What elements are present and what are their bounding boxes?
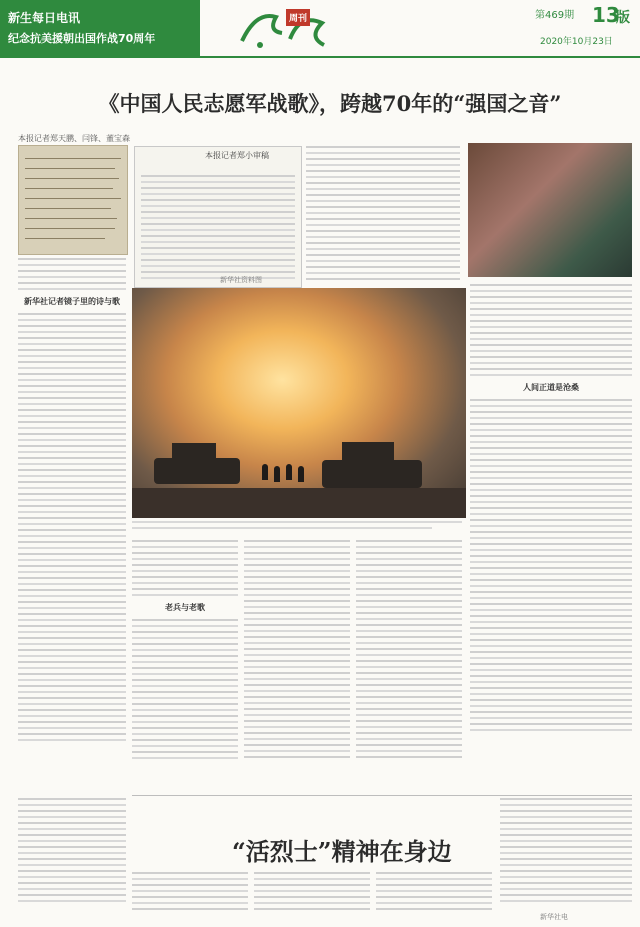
photo-singers [468, 143, 632, 277]
page-number: 13 [592, 3, 620, 27]
sidebar-box [134, 146, 302, 288]
photo-caption [132, 521, 466, 533]
issue-date: 2020年10月23日 [540, 37, 613, 47]
article-separator [132, 795, 632, 796]
article-headline: 《中国人民志愿军战歌》，跨越70年的“强国之音” [98, 91, 562, 116]
article-byline: 本报记者郑天鹏、闫锋、董宝森 [18, 134, 130, 143]
photo-artillery [132, 288, 466, 518]
sidebar-box-text [141, 175, 295, 283]
section-subhead: 新华社记者镜子里的诗与歌 [24, 297, 120, 306]
page-label: 版 [616, 10, 630, 26]
text-column-2 [306, 146, 460, 286]
text-column-bottom-3 [376, 872, 492, 918]
masthead [0, 0, 640, 58]
publication-logo [238, 3, 330, 53]
section-subhead-right: 人间正道是沧桑 [523, 383, 579, 392]
masthead-subtitle: 纪念抗美援朝出国作战70周年 [8, 32, 156, 45]
sidebar-box-title: 本报记者郑小审稿 [205, 151, 269, 160]
logo-mark [238, 3, 330, 53]
page-footer: 新华社电 [540, 913, 568, 921]
masthead-title: 新生每日电讯 [8, 11, 81, 25]
sidebar-box-credit: 新华社资料图 [220, 276, 262, 284]
text-column-bottom-2 [254, 872, 370, 918]
text-column-3 [132, 540, 238, 790]
text-column-4 [244, 540, 350, 790]
issue-number: 第469期 [535, 10, 575, 21]
second-article-headline: “活烈士”精神在身边 [232, 837, 452, 866]
text-column-1 [18, 258, 126, 788]
text-column-bottom-left [18, 798, 126, 908]
logo-badge: 周刊 [286, 9, 310, 26]
text-column-bottom-right [500, 798, 632, 908]
text-column-5 [356, 540, 462, 790]
song-score-image [18, 145, 128, 255]
text-column-bottom-1 [132, 872, 248, 918]
text-column-right [470, 284, 632, 789]
masthead-divider [0, 56, 640, 58]
section-subhead-2: 老兵与老歌 [165, 603, 205, 612]
